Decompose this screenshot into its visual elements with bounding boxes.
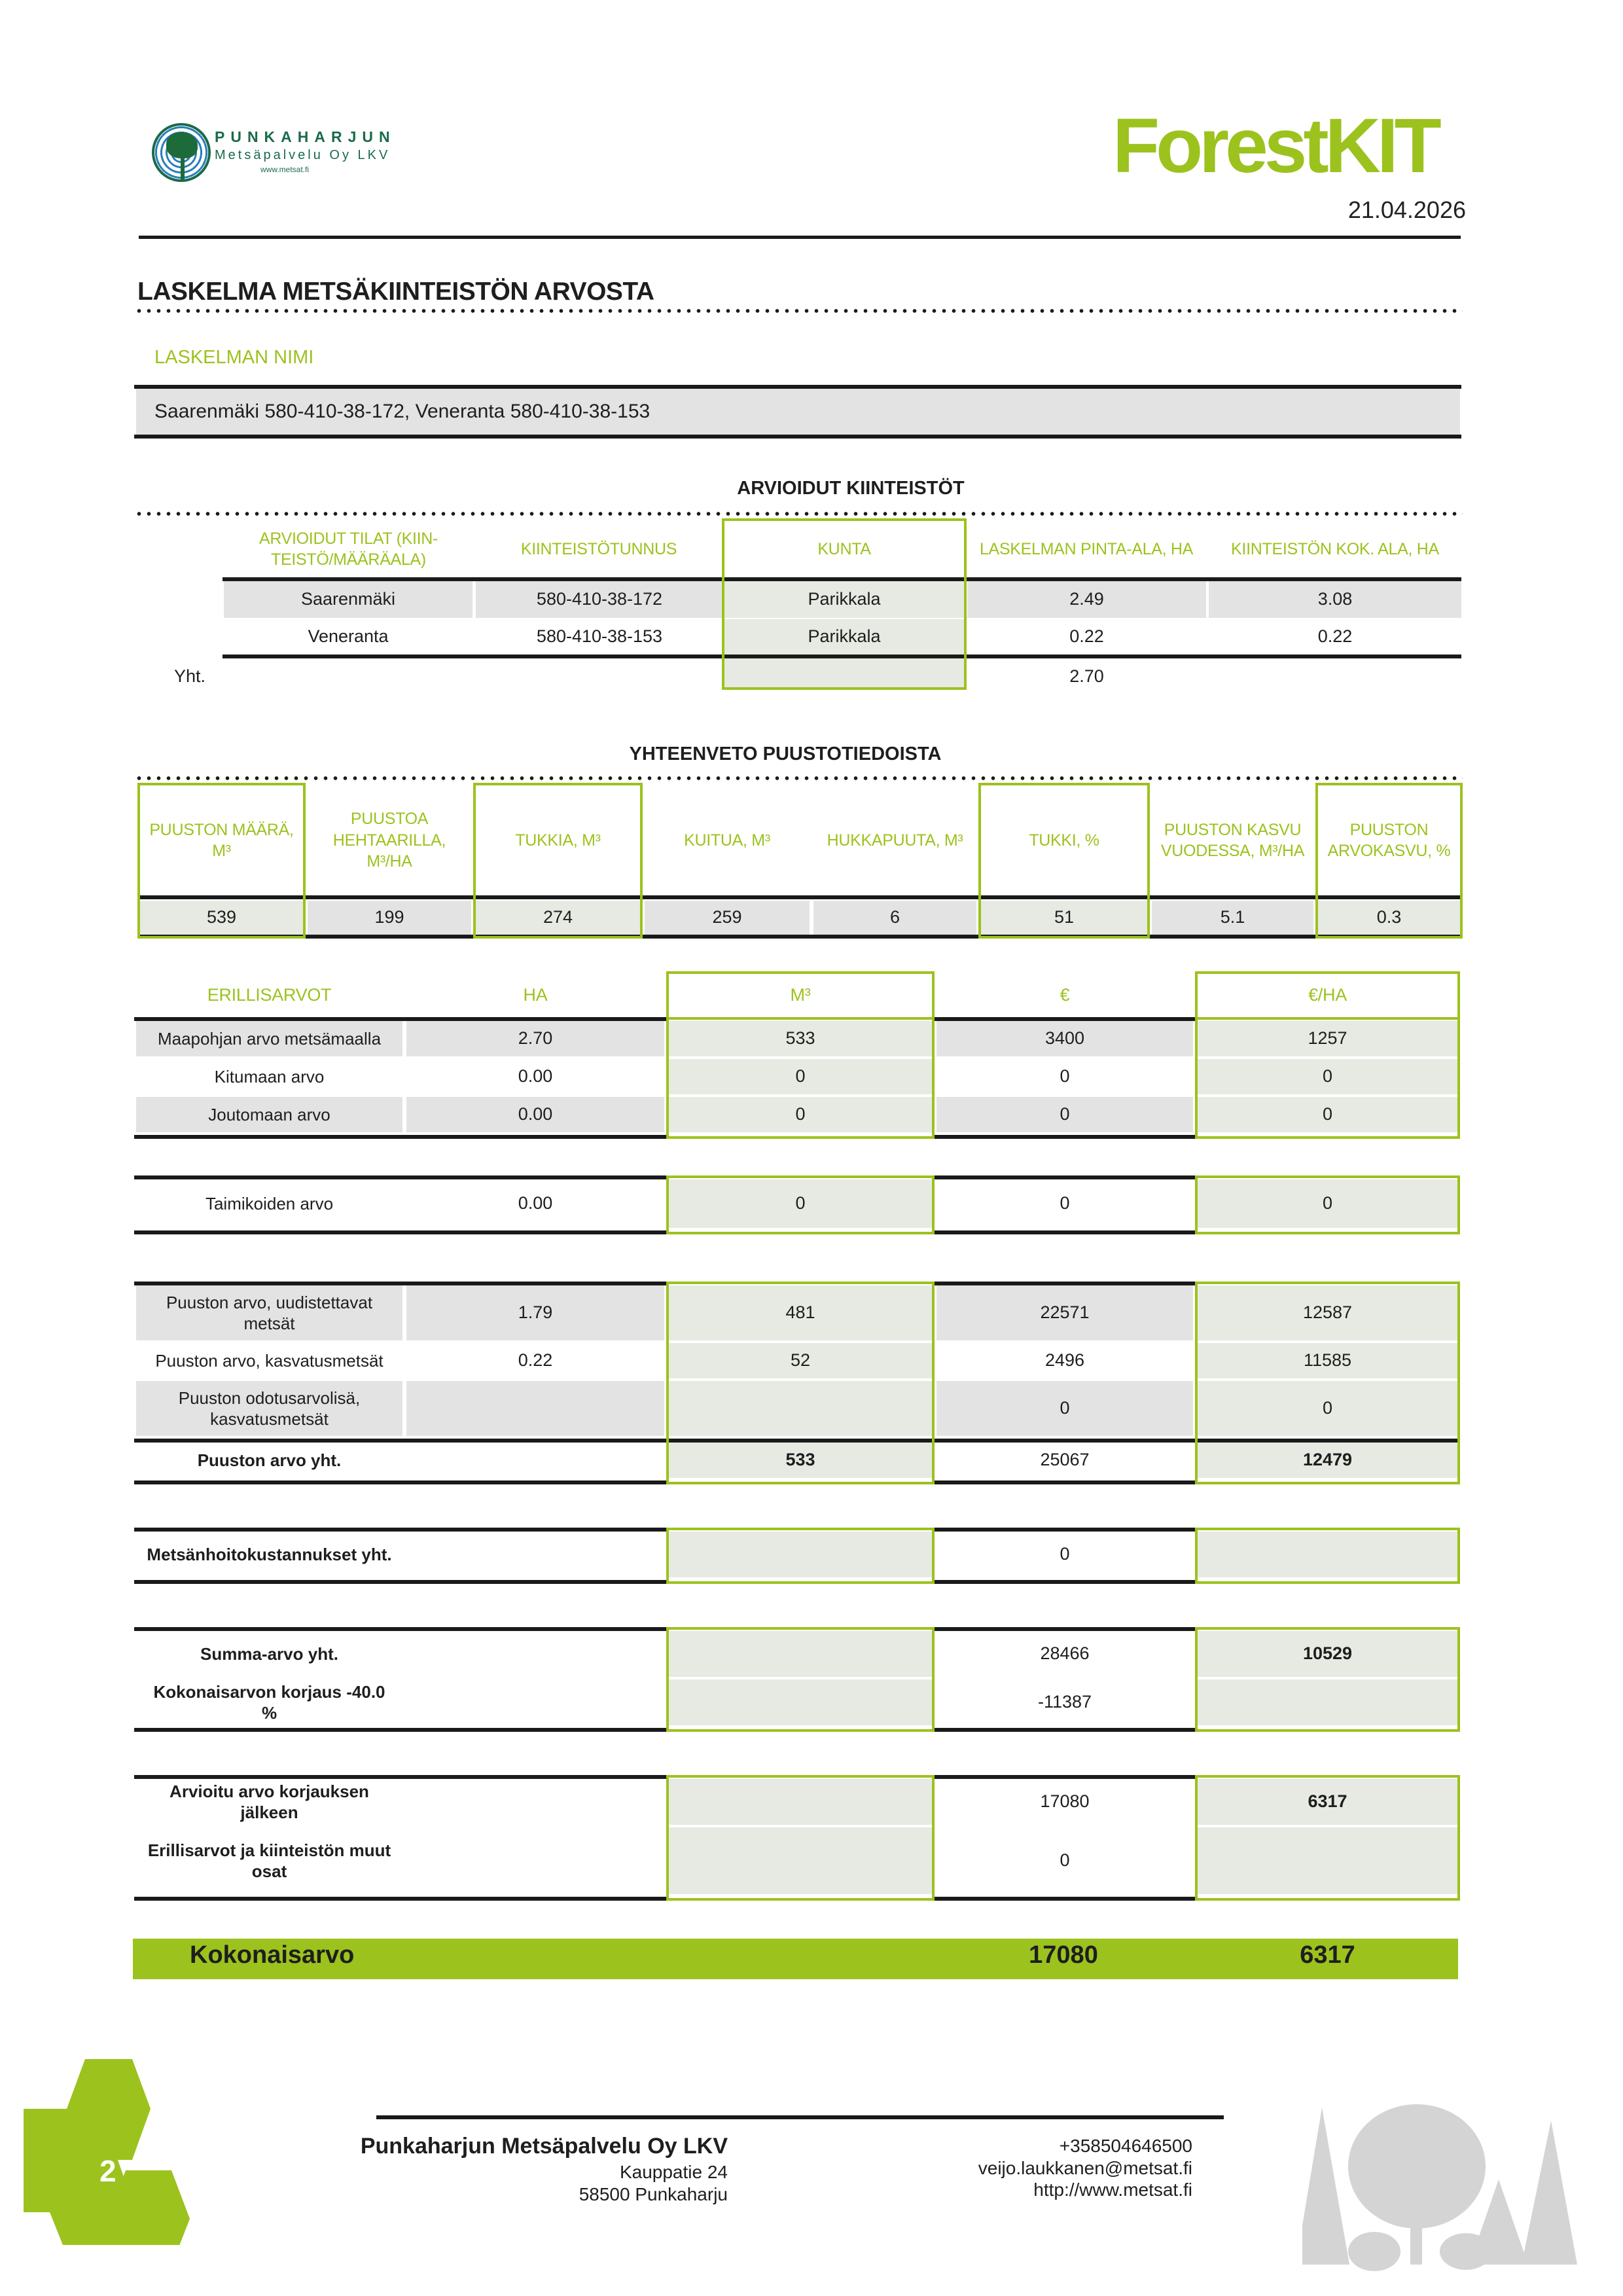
divider: [134, 1135, 666, 1139]
cell-kunta: Parikkala: [723, 581, 965, 618]
row-value: 25067: [1040, 1450, 1090, 1470]
highlight-box: [1315, 783, 1463, 939]
brand-url: www.metsat.fi: [260, 165, 310, 174]
footer-address: [579, 2161, 728, 2205]
kunta-highlight-box: [722, 518, 967, 690]
row-value: 0: [936, 1097, 1193, 1132]
footer-email[interactable]: veijo.laukkanen@metsat.fi: [978, 2157, 1192, 2178]
row-value: [406, 1779, 664, 1825]
cell-pinta-ala: 0.22: [1069, 626, 1104, 647]
cell-tila: Saarenmäki: [224, 581, 473, 618]
row-label: Summa-arvo yht.: [200, 1643, 338, 1664]
row-label: Erillisarvot ja kiinteistön muut osat: [147, 1840, 391, 1881]
highlight-box: [473, 783, 643, 939]
row-value: 28466: [1040, 1643, 1090, 1664]
divider: [306, 895, 473, 899]
section-title-stand: YHTEENVETO PUUSTOTIEDOISTA: [629, 744, 942, 764]
forest-illustration-icon: [1302, 2094, 1577, 2271]
cell-pinta-ala: 2.49: [967, 581, 1206, 618]
stand-col-header: PUUSTON ARVOKASVU, %: [1327, 820, 1451, 860]
col-header-tunnus: KIINTEISTÖTUNNUS: [520, 539, 677, 558]
row-value: 22571: [936, 1285, 1193, 1340]
highlight-box: [1195, 1775, 1460, 1901]
divider: [935, 1135, 1195, 1139]
stand-value: 6: [813, 901, 976, 935]
row-value: -11387: [1037, 1692, 1092, 1712]
separate-col-header: ERILLISARVOT: [207, 985, 332, 1005]
row-value: 2.70: [406, 1021, 664, 1056]
section-title-properties: ARVIOIDUT KIINTEISTÖT: [737, 478, 965, 499]
row-label: Metsänhoitokustannukset yht.: [147, 1544, 392, 1564]
stand-col-header: TUKKI, %: [1029, 831, 1099, 850]
divider: [812, 895, 978, 899]
row-value: [406, 1631, 664, 1677]
total-value-eur: 17080: [1029, 1941, 1098, 1969]
row-value: [406, 1443, 664, 1478]
highlight-box: [1195, 1627, 1460, 1732]
calc-name-value: Saarenmäki 580-410-38-172, Veneranta 580-410-38-153: [136, 389, 1460, 435]
row-value: 10529: [1197, 1631, 1458, 1677]
stand-col-header: HUKKAPUUTA, M³: [827, 831, 963, 850]
divider: [935, 1897, 1195, 1901]
header-divider: [139, 236, 1461, 239]
divider: [134, 435, 1461, 439]
separate-col-header: €: [1060, 985, 1070, 1005]
row-value: 0.00: [518, 1193, 553, 1213]
row-value: 533: [668, 1021, 933, 1056]
divider: [1150, 895, 1315, 899]
row-value: 0: [668, 1059, 933, 1094]
row-label: Puuston arvo, uudistettavat metsät: [136, 1285, 402, 1340]
separate-col-header: €/HA: [1308, 985, 1347, 1005]
row-label: Kitumaan arvo: [214, 1066, 325, 1086]
stand-value: 5.1: [1152, 901, 1313, 935]
divider: [935, 1480, 1195, 1484]
row-label: Maapohjan arvo metsämaalla: [136, 1021, 402, 1056]
highlight-box: [1195, 1175, 1460, 1234]
divider: [306, 935, 473, 939]
brand-name: PUNKAHARJUN: [215, 128, 396, 145]
footer-city: 58500 Punkaharju: [579, 2183, 728, 2204]
stand-col-header: TUKKIA, M³: [515, 831, 601, 850]
row-label: Taimikoiden arvo: [205, 1193, 334, 1213]
row-value: 0: [1060, 1066, 1070, 1086]
section-dotted-divider: [134, 776, 1463, 780]
cell-kunta: Parikkala: [723, 619, 965, 655]
divider: [935, 1230, 1195, 1234]
stand-value: 0.3: [1317, 901, 1461, 935]
separate-col-header: M³: [790, 985, 811, 1005]
row-value: 0: [668, 1097, 933, 1132]
row-value: 2496: [1044, 1350, 1085, 1371]
divider: [134, 1230, 666, 1234]
row-value: 533: [668, 1443, 933, 1478]
total-value-label: Kokonaisarvo: [190, 1941, 355, 1969]
divider: [1150, 935, 1315, 939]
row-value: 0: [1060, 1850, 1070, 1871]
page-number: 2: [99, 2154, 116, 2188]
highlight-box: [137, 783, 306, 939]
total-value-eur-ha: 6317: [1300, 1941, 1355, 1969]
separate-col-header: HA: [523, 985, 548, 1005]
col-header-kunta: KUNTA: [817, 539, 871, 558]
cell-tila: Veneranta: [308, 626, 389, 647]
cell-kok-ala: 3.08: [1209, 581, 1461, 618]
total-label: Yht.: [173, 666, 206, 687]
brand-subtitle: Metsäpalvelu Oy LKV: [215, 148, 391, 162]
row-label: Puuston arvo, kasvatusmetsät: [155, 1350, 383, 1371]
row-label: Joutomaan arvo: [136, 1097, 402, 1132]
cell-tunnus: 580-410-38-172: [476, 581, 723, 618]
stand-col-header: KUITUA, M³: [684, 831, 770, 850]
stand-value: 539: [139, 901, 304, 935]
cell-tunnus: 580-410-38-153: [536, 626, 663, 647]
row-label: Kokonaisarvon korjaus -40.0 %: [153, 1681, 385, 1723]
divider: [935, 1580, 1195, 1584]
row-value: 12587: [1197, 1285, 1458, 1340]
divider: [643, 895, 812, 899]
row-value: 0: [1197, 1381, 1458, 1436]
highlight-box: [666, 971, 935, 1020]
divider: [812, 935, 978, 939]
row-value: 0: [1060, 1193, 1070, 1213]
footer-web[interactable]: http://www.metsat.fi: [1033, 2179, 1192, 2200]
row-value: [406, 1679, 664, 1725]
title-dotted-divider: [134, 309, 1463, 313]
footer-company: Punkaharjun Metsäpalvelu Oy LKV: [360, 2134, 728, 2159]
highlight-box: [666, 1775, 935, 1901]
stand-value: 51: [980, 901, 1148, 935]
product-logo: ForestKIT: [1113, 103, 1438, 189]
hexagon-decoration-icon: [20, 2055, 236, 2245]
divider: [935, 1728, 1195, 1732]
divider: [134, 1580, 666, 1584]
stand-col-header: PUUSTOA HEHTAARILLA, M³/HA: [332, 810, 446, 871]
row-label: Puuston odotusarvolisä, kasvatusmetsät: [136, 1381, 402, 1436]
page-title: LASKELMA METSÄKIINTEISTÖN ARVOSTA: [137, 278, 654, 306]
row-value: 11585: [1197, 1343, 1458, 1378]
highlight-box: [666, 1175, 935, 1234]
row-value: 0: [1197, 1179, 1458, 1228]
highlight-box: [1195, 1017, 1460, 1139]
stand-value: 259: [645, 901, 810, 935]
divider: [643, 935, 812, 939]
row-value: 0: [1197, 1059, 1458, 1094]
row-value: 0: [668, 1179, 933, 1228]
highlight-box: [1195, 1528, 1460, 1584]
row-value: 6317: [1197, 1779, 1458, 1825]
highlight-box: [978, 783, 1150, 939]
col-header-pinta-ala: LASKELMAN PINTA-ALA, HA: [979, 539, 1194, 558]
footer-street: Kauppatie 24: [619, 2162, 728, 2182]
row-value: 0.00: [406, 1097, 664, 1132]
row-value: 3400: [936, 1021, 1193, 1056]
row-label: Puuston arvo yht.: [197, 1450, 342, 1470]
highlight-box: [1195, 971, 1460, 1020]
stand-col-header: PUUSTON MÄÄRÄ, M³: [149, 820, 294, 860]
report-date: 21.04.2026: [1347, 196, 1466, 223]
divider: [134, 1480, 666, 1484]
row-value: [406, 1381, 664, 1436]
divider: [134, 1897, 666, 1901]
row-value: 1257: [1197, 1021, 1458, 1056]
stand-value: 274: [475, 901, 641, 935]
stand-col-header: PUUSTON KASVU VUODESSA, M³/HA: [1160, 820, 1305, 860]
col-header-tila: ARVIOIDUT TILAT (KIIN-TEISTÖ/MÄÄRÄALA): [259, 529, 438, 569]
total-pinta-ala: 2.70: [1069, 666, 1104, 687]
section-dotted-divider: [134, 512, 1463, 516]
col-header-kok-ala: KIINTEISTÖN KOK. ALA, HA: [1231, 539, 1439, 558]
row-value: 0: [936, 1381, 1193, 1436]
row-value: 0.00: [518, 1066, 553, 1086]
highlight-box: [666, 1528, 935, 1584]
highlight-box: [666, 1282, 935, 1484]
highlight-box: [666, 1017, 935, 1139]
row-value: 17080: [1040, 1791, 1090, 1812]
row-value: 481: [668, 1285, 933, 1340]
footer-phone[interactable]: +358504646500: [1059, 2136, 1192, 2156]
calc-name-label: LASKELMAN NIMI: [154, 347, 314, 368]
row-value: 52: [668, 1343, 933, 1378]
row-value: 0.22: [518, 1350, 553, 1371]
row-value: 0: [1060, 1544, 1070, 1564]
row-label: Arvioitu arvo korjauksen jälkeen: [169, 1781, 369, 1822]
stand-value: 199: [308, 901, 471, 935]
highlight-box: [1195, 1282, 1460, 1484]
cell-kok-ala: 0.22: [1317, 626, 1353, 647]
row-value: 12479: [1197, 1443, 1458, 1478]
row-value: [406, 1827, 664, 1894]
tree-logo-icon: [152, 123, 211, 182]
row-value: [406, 1532, 664, 1577]
divider: [134, 1728, 666, 1732]
row-value: 1.79: [406, 1285, 664, 1340]
footer-divider: [376, 2115, 1224, 2119]
footer-contact: [978, 2135, 1192, 2201]
highlight-box: [666, 1627, 935, 1732]
row-value: 0: [1197, 1097, 1458, 1132]
